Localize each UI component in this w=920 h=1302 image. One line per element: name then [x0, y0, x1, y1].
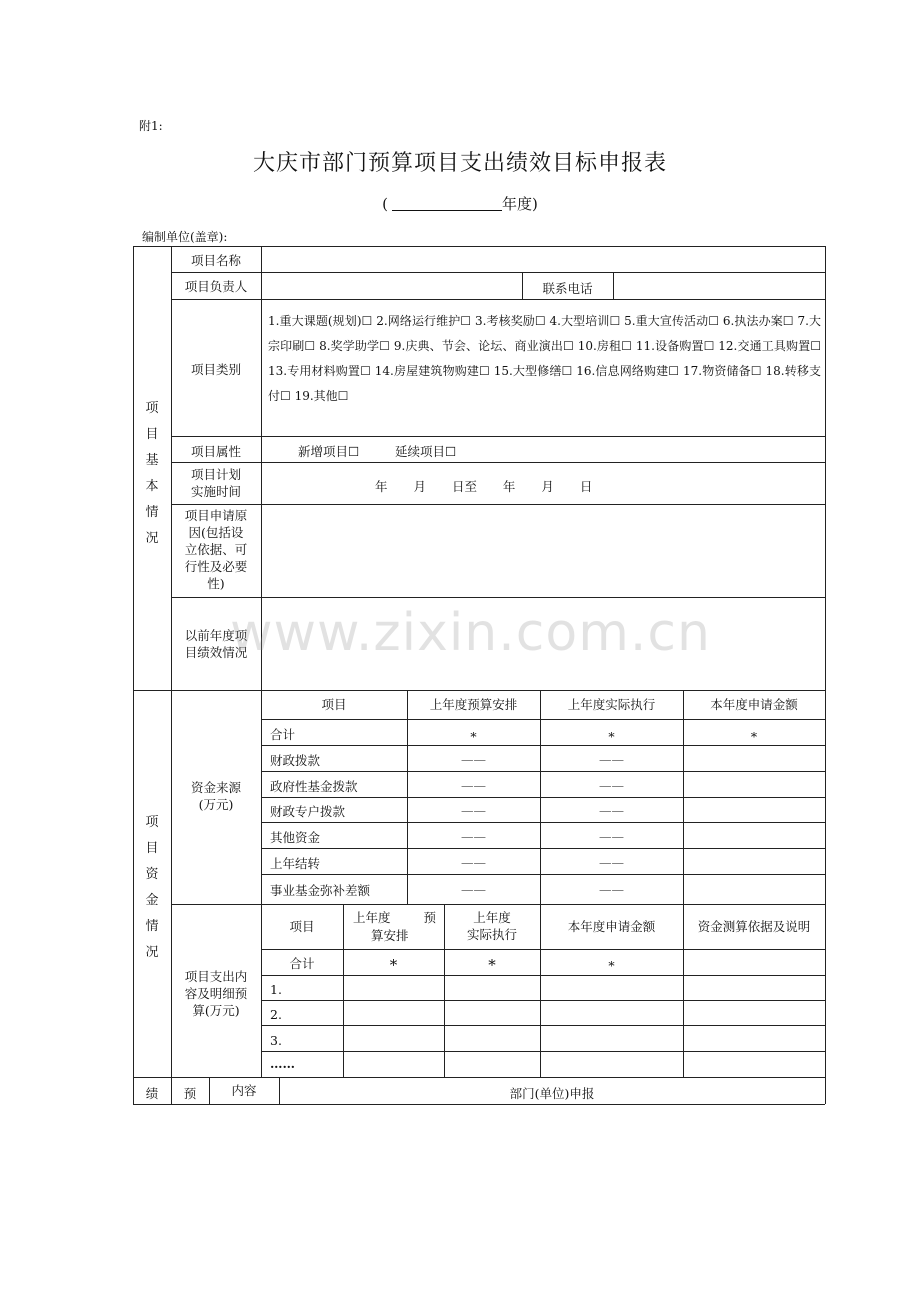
- funds-section-label: 项 目 资 金 情 况: [145, 815, 159, 960]
- detail-header-current: 本年度申请金额: [567, 919, 656, 934]
- source-row-prev-actual: ——: [599, 829, 624, 844]
- project-owner-field[interactable]: [262, 273, 521, 299]
- performance-col2: 预: [183, 1086, 197, 1101]
- project-attribute-label: 项目属性: [190, 444, 241, 459]
- grid-line: [133, 1077, 825, 1078]
- detail-header-prev-actual: 上年度 实际执行: [466, 910, 517, 942]
- source-row-name: 其他资金: [270, 830, 321, 845]
- source-header-current: 本年度申请金额: [710, 697, 798, 712]
- source-header-item: 项目: [321, 697, 347, 712]
- source-row-prev-budget: ——: [461, 829, 486, 844]
- detail-header-prev-budget-2: 算安排: [371, 928, 409, 943]
- detail-row-name[interactable]: 1.: [270, 982, 282, 997]
- source-row-prev-actual: ——: [599, 778, 624, 793]
- prior-performance-label: 以前年度项 目绩效情况: [184, 628, 248, 660]
- grid-line: [261, 771, 825, 772]
- grid-line: [261, 949, 825, 950]
- detail-row-current: *: [608, 958, 615, 973]
- project-name-label: 项目名称: [190, 253, 241, 268]
- grid-line: [171, 436, 825, 437]
- phone-field[interactable]: [614, 273, 824, 299]
- detail-header-prev-budget: 上年度 预: [353, 910, 437, 925]
- grid-line: [261, 1051, 825, 1052]
- grid-line: [343, 904, 344, 1077]
- source-row-name: 财政专户拨款: [270, 804, 346, 819]
- performance-col1: 绩: [145, 1086, 159, 1101]
- grid-line: [261, 797, 825, 798]
- detail-header-basis: 资金测算依据及说明: [697, 919, 811, 934]
- detail-row-name[interactable]: 2.: [270, 1007, 282, 1022]
- project-category-options[interactable]: 1.重大课题(规划)☐ 2.网络运行维护☐ 3.考核奖励☐ 4.大型培训☐ 5.重大宣传活动☐ 6.执法办案☐ 7.大宗印刷☐ 8.奖学助学☐ 9.庆典、节会、论坛、商业演出☐ 10.房租☐ 11.设备购置☐ 12.交通工具购置☐ 13.专用材料购置☐ 14.房屋建筑物购建☐ 15.大型修缮☐ 16.信息网络购建☐ 17.物资储备☐ 18.转移支付☐ 19.其他☐: [268, 314, 821, 403]
- grid-line: [261, 874, 825, 875]
- grid-line: [825, 246, 826, 1104]
- grid-line: [261, 745, 825, 746]
- performance-content-label: 内容: [231, 1083, 257, 1098]
- grid-line: [133, 690, 825, 691]
- source-row-prev-budget: ——: [461, 752, 486, 767]
- source-row-name: 上年结转: [270, 856, 321, 871]
- project-owner-label: 项目负责人: [184, 279, 248, 294]
- source-row-prev-budget: ——: [461, 778, 486, 793]
- implementation-period-field[interactable]: 年 月 日至 年 月 日: [375, 479, 593, 494]
- source-row-name: 政府性基金拨款: [270, 779, 358, 794]
- source-row-prev-actual: ——: [599, 752, 624, 767]
- source-row-current[interactable]: *: [750, 729, 758, 744]
- year-blank[interactable]: [392, 195, 502, 211]
- watermark: www.zixin.com.cn: [230, 603, 711, 663]
- detail-row-name[interactable]: ……: [270, 1056, 295, 1071]
- detail-row-name: 合计: [289, 956, 315, 971]
- grid-line: [261, 1000, 825, 1001]
- form-title: 大庆市部门预算项目支出绩效目标申报表: [252, 151, 667, 176]
- grid-line: [261, 719, 825, 720]
- application-reason-label: 项目申请原 因(包括设 立依据、可 行性及必要 性): [184, 508, 248, 591]
- grid-line: [261, 1025, 825, 1026]
- detail-row-name[interactable]: 3.: [270, 1033, 282, 1048]
- source-header-prev-budget: 上年度预算安排: [429, 697, 518, 712]
- grid-line: [133, 246, 134, 1104]
- source-row-prev-actual: ——: [599, 882, 624, 897]
- grid-line: [683, 690, 684, 1077]
- unit-label: 编制单位(盖章):: [142, 230, 228, 244]
- source-header-prev-actual: 上年度实际执行: [567, 697, 656, 712]
- performance-declaration-label: 部门(单位)申报: [509, 1086, 595, 1101]
- implementation-period-label: 项目计划 实施时间: [190, 467, 241, 499]
- application-reason-field[interactable]: [262, 505, 824, 597]
- attr-continue-checkbox[interactable]: 延续项目☐: [395, 444, 457, 459]
- source-row-prev-actual: ——: [599, 803, 624, 818]
- fund-source-label: 资金来源 (万元): [190, 780, 241, 812]
- source-row-prev-budget: ——: [461, 855, 486, 870]
- year-suffix: 年度): [502, 195, 538, 213]
- project-category-label: 项目类别: [190, 362, 241, 377]
- source-row-prev-budget: ——: [461, 803, 486, 818]
- source-row-name: 合计: [270, 727, 296, 742]
- grid-line: [261, 848, 825, 849]
- grid-line: [171, 299, 825, 300]
- basic-section-label: 项 目 基 本 情 况: [145, 401, 159, 546]
- year-line: [0, 193, 920, 214]
- detail-header-item: 项目: [289, 919, 315, 934]
- attachment-label: 附1:: [139, 119, 163, 133]
- project-name-field[interactable]: [262, 247, 824, 272]
- grid-line: [407, 690, 408, 904]
- attr-new-checkbox[interactable]: 新增项目☐: [298, 444, 360, 459]
- source-row-prev-actual: ——: [599, 855, 624, 870]
- year-open: (: [382, 195, 388, 213]
- source-row-prev-actual: *: [608, 729, 615, 744]
- grid-line: [261, 822, 825, 823]
- grid-line: [171, 904, 825, 905]
- source-row-prev-budget: ——: [461, 882, 486, 897]
- source-row-name: 事业基金弥补差额: [270, 883, 371, 898]
- grid-line: [171, 462, 825, 463]
- source-row-prev-budget: *: [470, 729, 477, 744]
- detail-row-prev-actual: *: [488, 956, 496, 974]
- expense-detail-label: 项目支出内 容及明细预 算(万元): [184, 969, 248, 1018]
- phone-label: 联系电话: [542, 281, 593, 296]
- grid-line: [133, 1104, 825, 1105]
- detail-row-prev-budget: *: [389, 956, 398, 974]
- source-row-name: 财政拨款: [270, 753, 321, 768]
- grid-line: [261, 975, 825, 976]
